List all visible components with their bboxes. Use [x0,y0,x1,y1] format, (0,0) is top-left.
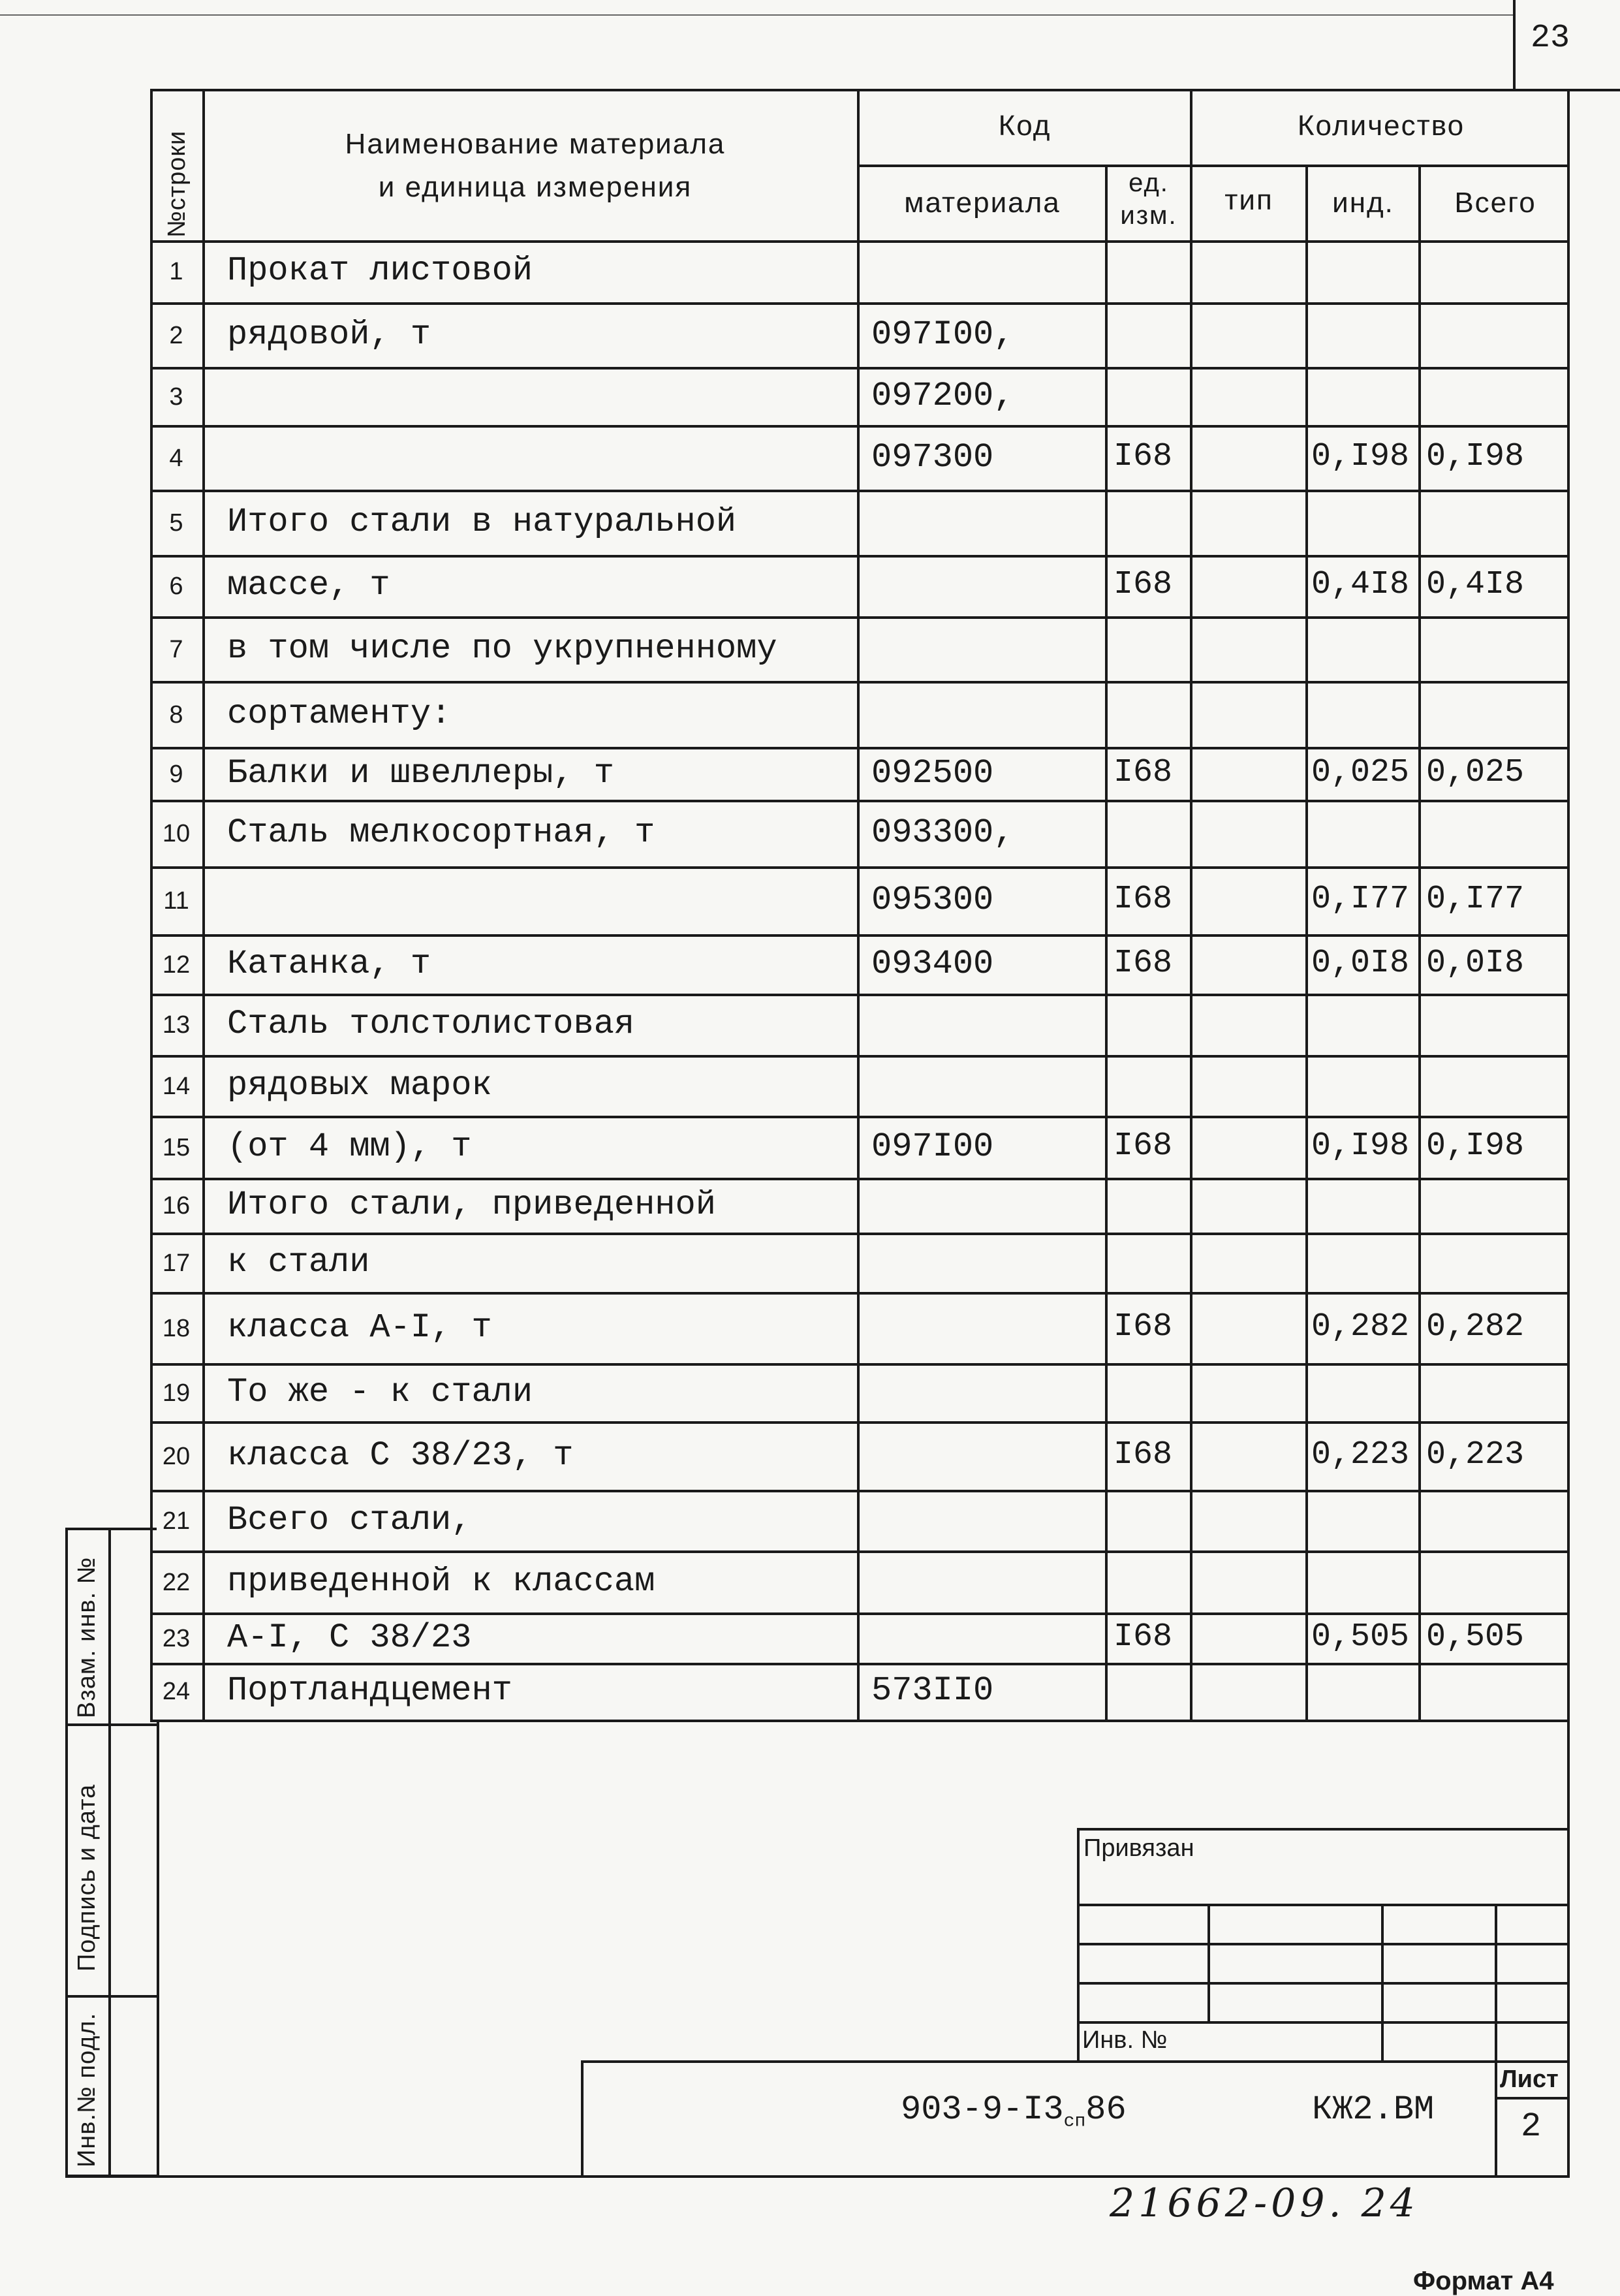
table-row [150,801,1566,868]
row-unit: I68 [1114,1436,1173,1473]
row-divider [150,1490,1570,1492]
stamp-col-1 [1207,1904,1210,2021]
row-code: 093300, [871,813,1014,852]
row-number: 10 [162,820,191,847]
table-row [150,1293,1566,1364]
header-qty-total: Всего [1454,187,1536,219]
row-divider [150,747,1570,749]
row-divider [150,367,1570,370]
doc-code: КЖ2.ВМ [1312,2090,1435,2129]
row-total: 0,025 [1426,753,1525,791]
row-number: 15 [162,1133,191,1161]
stamp-col-2 [1381,1904,1384,2060]
row-divider [150,302,1570,305]
row-material-name: Сталь мелкосортная, т [227,813,655,852]
handwritten-archive-number: 21662-09. 24 [1110,2180,1419,2226]
row-number: 22 [162,1568,191,1596]
row-divider [150,555,1570,558]
table-row [150,491,1566,556]
lower-left-frame [157,1721,159,2178]
row-number: 18 [162,1314,191,1342]
table-row [150,682,1566,748]
row-material-name: А-I, С 38/23 [227,1618,472,1657]
row-divider [150,1421,1570,1424]
row-material-name: Итого стали, приведенной [227,1186,716,1224]
row-number: 7 [169,635,183,663]
table-row [150,368,1566,426]
header-mid-line-code [857,165,1570,167]
header-unit-line2: изм. [1120,201,1177,230]
header-unit-line1: ед. [1129,168,1169,197]
row-total: 0,4I8 [1426,566,1525,603]
header-row-no: №строки [163,130,191,238]
row-ind: 0,505 [1311,1618,1410,1656]
table-row [150,868,1566,936]
row-number: 1 [169,257,183,285]
row-total: 0,282 [1426,1308,1525,1345]
row-number: 12 [162,951,191,979]
doc-code-block [581,2060,1570,2178]
margin-line-1 [65,1723,157,1726]
row-divider [150,425,1570,428]
row-divider [150,1292,1570,1295]
table-row [150,1552,1566,1614]
row-unit: I68 [1114,1618,1173,1656]
row-unit: I68 [1114,437,1173,475]
row-material-name: рядовых марок [227,1065,492,1105]
row-number: 20 [162,1442,191,1470]
row-divider [150,1116,1570,1118]
row-material-name: Сталь толстолистовая [227,1005,635,1043]
row-total: 0,0I8 [1426,944,1525,982]
header-quantity: Количество [1297,110,1465,142]
row-material-name: То же - к стали [227,1372,533,1411]
row-material-name: класса С 38/23, т [227,1436,574,1475]
table-row [150,1234,1566,1293]
header-name-line1: Наименование материала [345,128,726,160]
row-unit: I68 [1114,566,1173,603]
doc-block-left [581,2060,584,2178]
row-divider [150,1612,1570,1615]
row-code: 097300 [871,437,994,477]
row-divider [150,800,1570,802]
left-margin-block [65,1528,163,2177]
row-number: 19 [162,1379,191,1407]
row-divider [150,616,1570,619]
row-unit: I68 [1114,944,1173,982]
row-divider [150,1550,1570,1553]
row-material-name: Катанка, т [227,944,431,983]
inv-no-label: Инв. № [1082,2026,1168,2054]
row-number: 21 [162,1507,191,1535]
row-material-name: в том числе по укрупненному [227,629,777,668]
stamp-left-line [1077,1828,1080,2063]
row-number: 11 [163,887,189,915]
row-number: 13 [162,1011,191,1039]
row-material-name: (от 4 мм), т [227,1127,472,1166]
row-ind: 0,282 [1311,1308,1410,1345]
row-divider [150,1055,1570,1058]
row-unit: I68 [1114,753,1173,791]
table-row [150,304,1566,368]
podpis-data-label: Подпись и дата [73,1784,101,1972]
row-ind: 0,025 [1311,753,1410,791]
top-margin-line [0,14,1513,16]
row-number: 24 [162,1677,191,1705]
row-code: 097200, [871,376,1014,415]
row-material-name: Балки и швеллеры, т [227,753,614,793]
table-row [150,426,1566,491]
doc-number-main: 903-9-I3 [901,2090,1064,2129]
row-code: 097I00, [871,315,1014,354]
format-label: Формат А4 [1413,2267,1554,2295]
table-row [150,748,1566,801]
row-total: 0,223 [1426,1436,1525,1473]
row-material-name: класса А-I, т [227,1308,492,1347]
row-divider [150,934,1570,937]
row-divider [150,866,1570,869]
row-material-name: Итого стали в натуральной [227,503,737,541]
row-code: 093400 [871,944,994,983]
page-number: 23 [1531,20,1570,57]
doc-block-top [581,2060,1570,2063]
table-row [150,1614,1566,1664]
row-number: 14 [162,1072,191,1100]
sheet-box-mid [1495,2097,1570,2099]
row-material-name: сортаменту: [227,694,452,733]
row-divider [150,490,1570,492]
doc-number [901,2090,1127,2131]
row-number: 6 [169,573,183,600]
row-ind: 0,I98 [1311,1127,1410,1165]
row-number: 4 [169,444,183,472]
row-number: 17 [162,1249,191,1277]
table-row [150,1056,1566,1117]
header-name-line2: и единица измерения [378,171,693,203]
row-ind: 0,I77 [1311,881,1410,918]
row-divider [150,994,1570,996]
doc-number-sub: сп [1063,2111,1086,2132]
row-material-name: Портландцемент [227,1671,512,1710]
row-total: 0,I98 [1426,437,1525,475]
row-code: 573II0 [871,1671,994,1710]
row-material-name: массе, т [227,566,390,605]
doc-number-year: 86 [1085,2090,1127,2129]
table-row [150,240,1566,304]
row-ind: 0,223 [1311,1436,1410,1473]
materials-table [150,89,1570,1722]
row-divider [150,1363,1570,1366]
table-row [150,936,1566,995]
row-material-name: приведенной к классам [227,1562,655,1601]
margin-line-2 [65,1995,157,1998]
row-total: 0,I77 [1426,881,1525,918]
margin-top-line [65,1528,157,1530]
row-unit: I68 [1114,1127,1173,1165]
table-row [150,1179,1566,1234]
row-material-name: к стали [227,1242,370,1282]
header-qty-type: тип [1224,184,1273,216]
row-total: 0,I98 [1426,1127,1525,1165]
row-number: 3 [169,383,183,411]
row-ind: 0,0I8 [1311,944,1410,982]
row-ind: 0,I98 [1311,437,1410,475]
row-divider [150,681,1570,684]
row-number: 23 [162,1624,191,1652]
page-number-divider [1513,0,1516,91]
table-row [150,1664,1566,1720]
row-code: 095300 [871,881,994,919]
row-divider [150,1663,1570,1665]
header-code: Код [998,110,1051,142]
row-material-name: Всего стали, [227,1500,472,1539]
row-divider [150,1178,1570,1180]
margin-inner-line [108,1528,111,2177]
table-row [150,1491,1566,1552]
row-unit: I68 [1114,881,1173,918]
inv-podl-label: Инв.№ подл. [73,2012,101,2167]
header-qty-ind: инд. [1332,187,1394,219]
row-number: 9 [169,760,183,788]
row-total: 0,505 [1426,1618,1525,1656]
row-divider [150,1233,1570,1235]
vzam-inv-label: Взам. инв. № [73,1556,101,1718]
row-ind: 0,4I8 [1311,566,1410,603]
table-row [150,556,1566,618]
row-number: 8 [169,700,183,729]
row-material-name: рядовой, т [227,315,431,354]
stamp-top-line [1077,1828,1570,1831]
row-code: 097I00 [871,1127,994,1166]
table-row [150,618,1566,682]
stamp-col-3 [1495,1904,1497,2060]
row-number: 2 [169,321,183,349]
rows-bottom-line [150,1720,1570,1722]
privyazan-label: Привязан [1083,1834,1194,1862]
table-row [150,995,1566,1056]
table-row [150,1117,1566,1179]
header-code-material: материала [904,187,1061,219]
table-row [150,1423,1566,1491]
row-code: 092500 [871,753,994,793]
row-number: 16 [162,1192,191,1219]
sheet-label: Лист [1500,2066,1559,2093]
sheet-value: 2 [1521,2107,1542,2146]
sheet-box-left [1495,2060,1497,2178]
row-material-name: Прокат листовой [227,251,533,290]
row-unit: I68 [1114,1308,1173,1345]
row-number: 5 [169,509,183,537]
margin-outer-line [65,1528,68,2177]
table-row [150,1364,1566,1423]
